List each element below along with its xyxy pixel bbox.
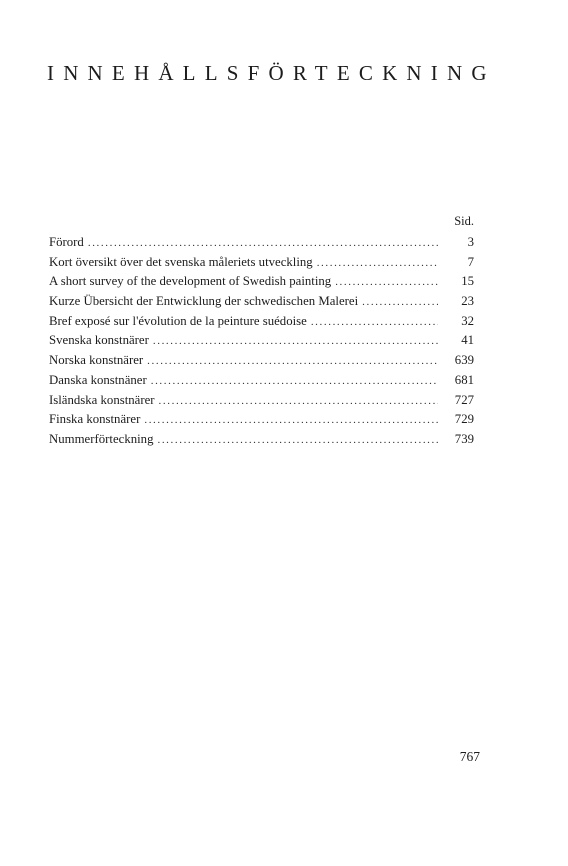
toc-entry-page: 681 <box>454 372 474 387</box>
toc-entry-label: Danska konstnäner <box>49 372 147 387</box>
toc-entry-label: Förord <box>49 235 84 249</box>
toc-entry-danska-konstnarer <box>49 371 474 391</box>
toc-entry-label: Nummerförteckning <box>49 431 154 446</box>
toc-entry-page: 7 <box>467 254 474 269</box>
dot-leader <box>147 352 438 372</box>
toc-entry-page: 15 <box>461 274 474 289</box>
toc-entry-kort-oversikt <box>49 253 474 273</box>
toc-entry-islandska-konstnarer <box>49 391 474 411</box>
toc-entry-page: 727 <box>454 392 474 407</box>
toc-entry-label: Norska konstnärer <box>49 353 144 368</box>
page-title: INNEHÅLLSFÖRTECKNING <box>47 61 496 85</box>
toc-entry-label: Bref exposé sur l'évolution de la peinture suédoise <box>49 313 307 328</box>
toc-entry-page: 639 <box>454 353 474 368</box>
dot-leader <box>157 431 438 451</box>
dot-leader <box>151 372 438 392</box>
toc-entry-label: A short survey of the development of Swedish painting <box>49 274 332 289</box>
toc-entry-kurze-ubersicht <box>49 292 474 312</box>
toc-entry-svenska-konstnarer <box>49 331 474 351</box>
toc-entry-page: 729 <box>454 412 474 427</box>
toc-entry-label: Svenska konstnärer <box>49 333 149 348</box>
toc-entry-bref-expose <box>49 312 474 332</box>
dot-leader <box>144 411 438 431</box>
dot-leader <box>153 332 438 352</box>
toc-entry-finska-konstnarer <box>49 410 474 430</box>
toc-entry-label: Isländska konstnärer <box>49 392 155 407</box>
page-column-header: Sid. <box>454 214 474 228</box>
table-of-contents <box>49 233 474 450</box>
dot-leader <box>362 293 438 313</box>
toc-entry-short-survey <box>49 272 474 292</box>
dot-leader <box>311 313 438 333</box>
toc-entry-label: Kurze Übersicht der Entwicklung der schwedischen Malerei <box>49 294 359 309</box>
dot-leader <box>317 254 438 274</box>
toc-entry-page: 32 <box>461 313 474 328</box>
toc-entry-page: 739 <box>454 431 474 446</box>
toc-entry-page: 3 <box>467 235 474 249</box>
toc-entry-forord <box>49 233 474 253</box>
toc-entry-page: 23 <box>461 294 474 309</box>
toc-entry-nummerforteckning <box>49 430 474 450</box>
dot-leader <box>335 273 438 293</box>
page-number: 767 <box>459 749 480 764</box>
toc-entry-label: Finska konstnärer <box>49 412 141 427</box>
toc-entry-page: 41 <box>461 333 474 348</box>
dot-leader <box>88 234 438 254</box>
dot-leader <box>159 392 438 412</box>
toc-entry-norska-konstnarer <box>49 351 474 371</box>
toc-entry-label: Kort översikt över det svenska måleriets utveckling <box>49 254 313 269</box>
